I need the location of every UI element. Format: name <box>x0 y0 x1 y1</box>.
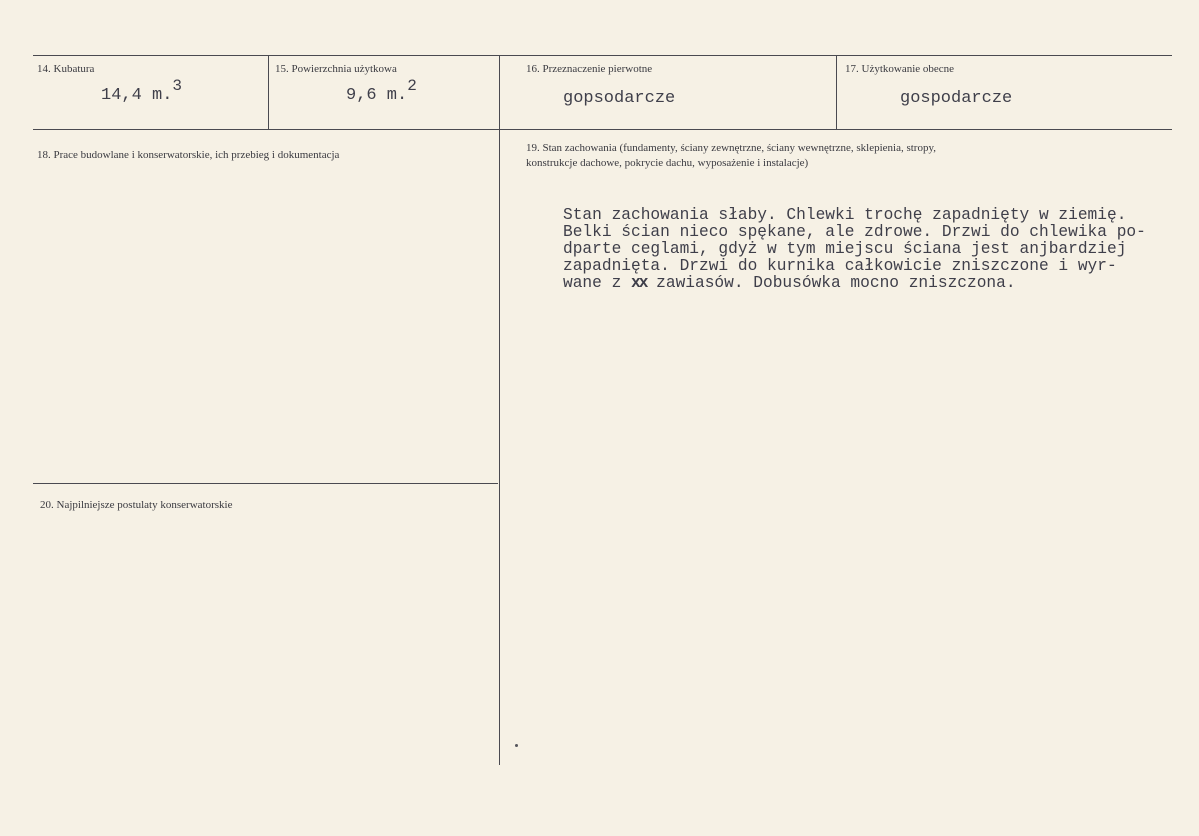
struck-out-characters: xx <box>631 274 647 292</box>
kubatura-exponent: 3 <box>172 77 183 95</box>
uzytkowanie-value: gospodarcze <box>900 89 1013 108</box>
paper-speck <box>515 744 518 747</box>
header-row-bottom-rule <box>33 129 1172 130</box>
kubatura-number: 14,4 m. <box>101 86 173 105</box>
divider-main <box>499 56 500 765</box>
stan-text-line-4: zapadnięta. Drzwi do kurnika całkowicie zniszczone i wyr- <box>563 257 1117 275</box>
powierzchnia-label: 15. Powierzchnia użytkowa <box>275 63 397 75</box>
stan-text-line-2: Belki ścian nieco spękane, ale zdrowe. Drzwi do chlewika po- <box>563 223 1146 241</box>
stan-text-line-5 <box>563 275 1016 292</box>
top-rule <box>33 55 1172 56</box>
divider-18-20 <box>33 483 498 484</box>
divider-16-17 <box>836 56 837 129</box>
kubatura-label: 14. Kubatura <box>37 63 95 75</box>
postulaty-label: 20. Najpilniejsze postulaty konserwatorskie <box>40 499 233 511</box>
stan-text-line-3: dparte ceglami, gdyż w tym miejscu ściana jest anjbardziej <box>563 240 1127 258</box>
uzytkowanie-label: 17. Użytkowanie obecne <box>845 63 955 75</box>
stan-line-5-start: wane z <box>563 274 631 292</box>
powierzchnia-value <box>346 77 417 105</box>
stan-label-line-1: 19. Stan zachowania (fundamenty, ściany zewnętrzne, ściany wewnętrzne, sklepienia, stropy, <box>526 142 937 154</box>
divider-14-15 <box>268 56 269 129</box>
przeznaczenie-label: 16. Przeznaczenie pierwotne <box>526 63 653 75</box>
przeznaczenie-value: gopsodarcze <box>563 89 676 108</box>
stan-line-5-end: zawiasów. Dobusówka mocno zniszczona. <box>646 274 1016 292</box>
powierzchnia-exponent: 2 <box>407 77 417 95</box>
stan-text-line-1: Stan zachowania słaby. Chlewki trochę zapadnięty w ziemię. <box>563 206 1127 224</box>
powierzchnia-number: 9,6 m. <box>346 86 408 105</box>
stan-label-line-2: konstrukcje dachowe, pokrycie dachu, wyposażenie i instalacje) <box>526 157 809 169</box>
kubatura-value <box>101 77 183 105</box>
prace-label: 18. Prace budowlane i konserwatorskie, ich przebieg i dokumentacja <box>37 149 340 161</box>
